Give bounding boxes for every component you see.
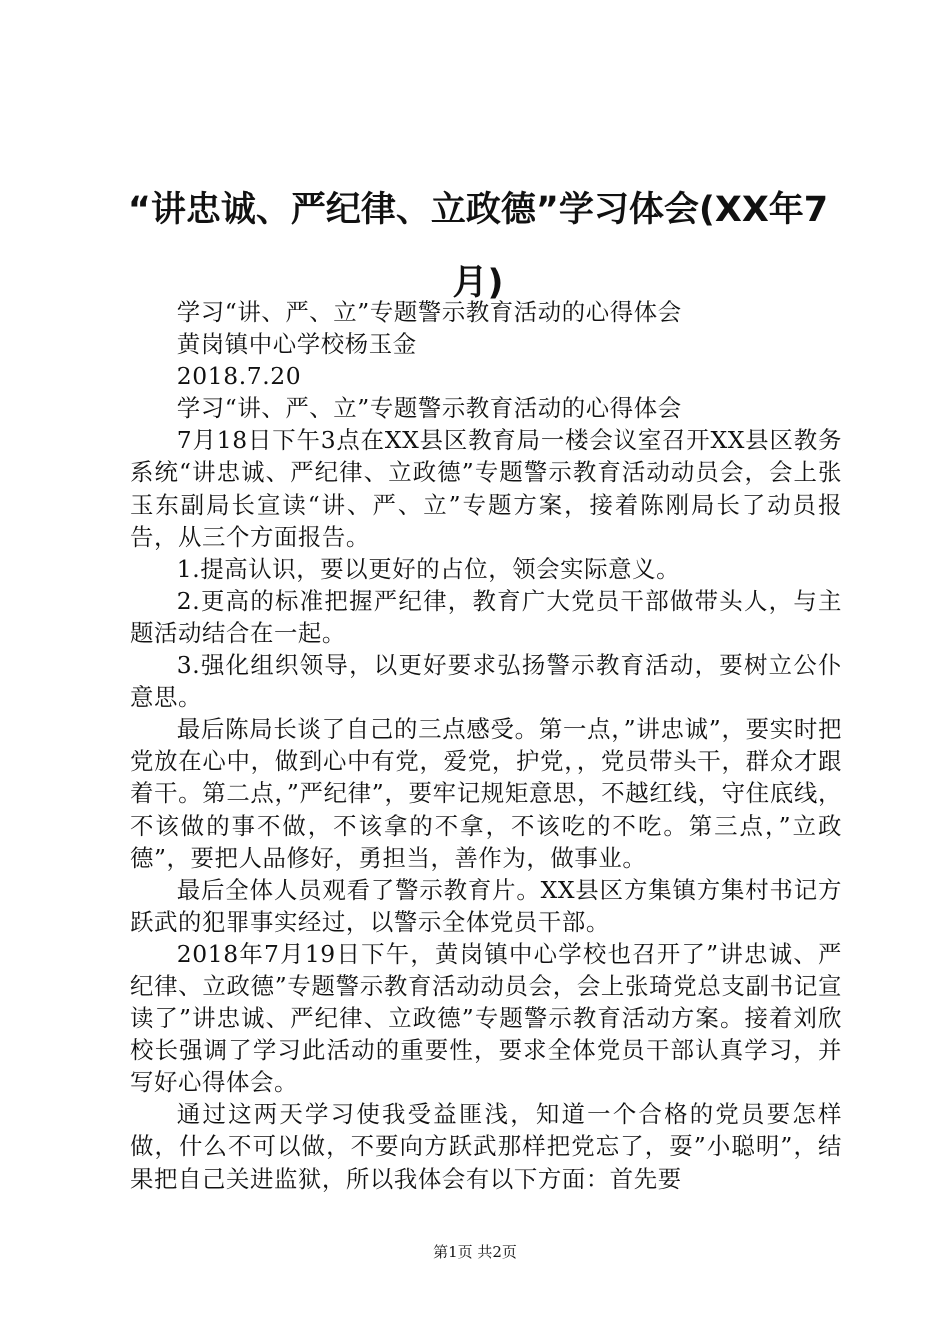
- paragraph: 2.更高的标准把握严纪律，教育广大党员干部做带头人，与主题活动结合在一起。: [130, 586, 842, 647]
- page-footer: 第1页 共2页: [433, 1243, 517, 1261]
- paragraph-date: 2018.7.20: [176, 362, 302, 391]
- document-body: [130, 296, 842, 1195]
- document-title: “讲忠诚、严纪律、立政德”学习体会(XX年7月): [127, 190, 829, 303]
- paragraph-heading: 学习“讲、严、立”专题警示教育活动的心得体会: [176, 394, 682, 423]
- paragraph-subtitle: 学习“讲、严、立”专题警示教育活动的心得体会: [176, 298, 682, 326]
- paragraph: 7月18日下午3点在XX县区教育局一楼会议室召开XX县区教务系统“讲忠诚、严纪律、立政德”专题警示教育活动动员会，会上张玉东副局长宣读“讲、严、立”专题方案，接着陈刚局长了动员报告，从三个方面报告。: [130, 426, 842, 551]
- paragraph: 最后陈局长谈了自己的三点感受。第一点，”讲忠诚”，要实时把党放在心中，做到心中有党，爱党，护党，，党员带头干，群众才跟着干。第二点，”严纪律”，要牢记规矩意思，不越红线，守住底线，不该做的事不做，不该拿的不拿，不该吃的不吃。第三点，”立政德”，要把人品修好，勇担当，善作为，做事业。: [130, 715, 842, 872]
- paragraph: 2018年7月19日下午，黄岗镇中心学校也召开了”讲忠诚、严纪律、立政德”专题警示教育活动动员会，会上张琦党总支副书记宣读了”讲忠诚、严纪律、立政德”专题警示教育活动方案。接着刘欣校长强调了学习此活动的重要性，要求全体党员干部认真学习，并写好心得体会。: [130, 939, 842, 1097]
- paragraph: 3.强化组织领导，以更好要求弘扬警示教育活动，要树立公仆意思。: [130, 651, 842, 712]
- paragraph-author: 黄岗镇中心学校杨玉金: [176, 330, 417, 359]
- paragraph: 最后全体人员观看了警示教育片。XX县区方集镇方集村书记方跃武的犯罪事实经过，以警示全体党员干部。: [130, 875, 842, 936]
- paragraph: 1.提高认识，要以更好的占位，领会实际意义。: [176, 554, 681, 583]
- paragraph: 通过这两天学习使我受益匪浅，知道一个合格的党员要怎样做，什么不可以做，不要向方跃武那样把党忘了，耍”小聪明”，结果把自己关进监狱，所以我体会有以下方面：首先要: [130, 1100, 842, 1193]
